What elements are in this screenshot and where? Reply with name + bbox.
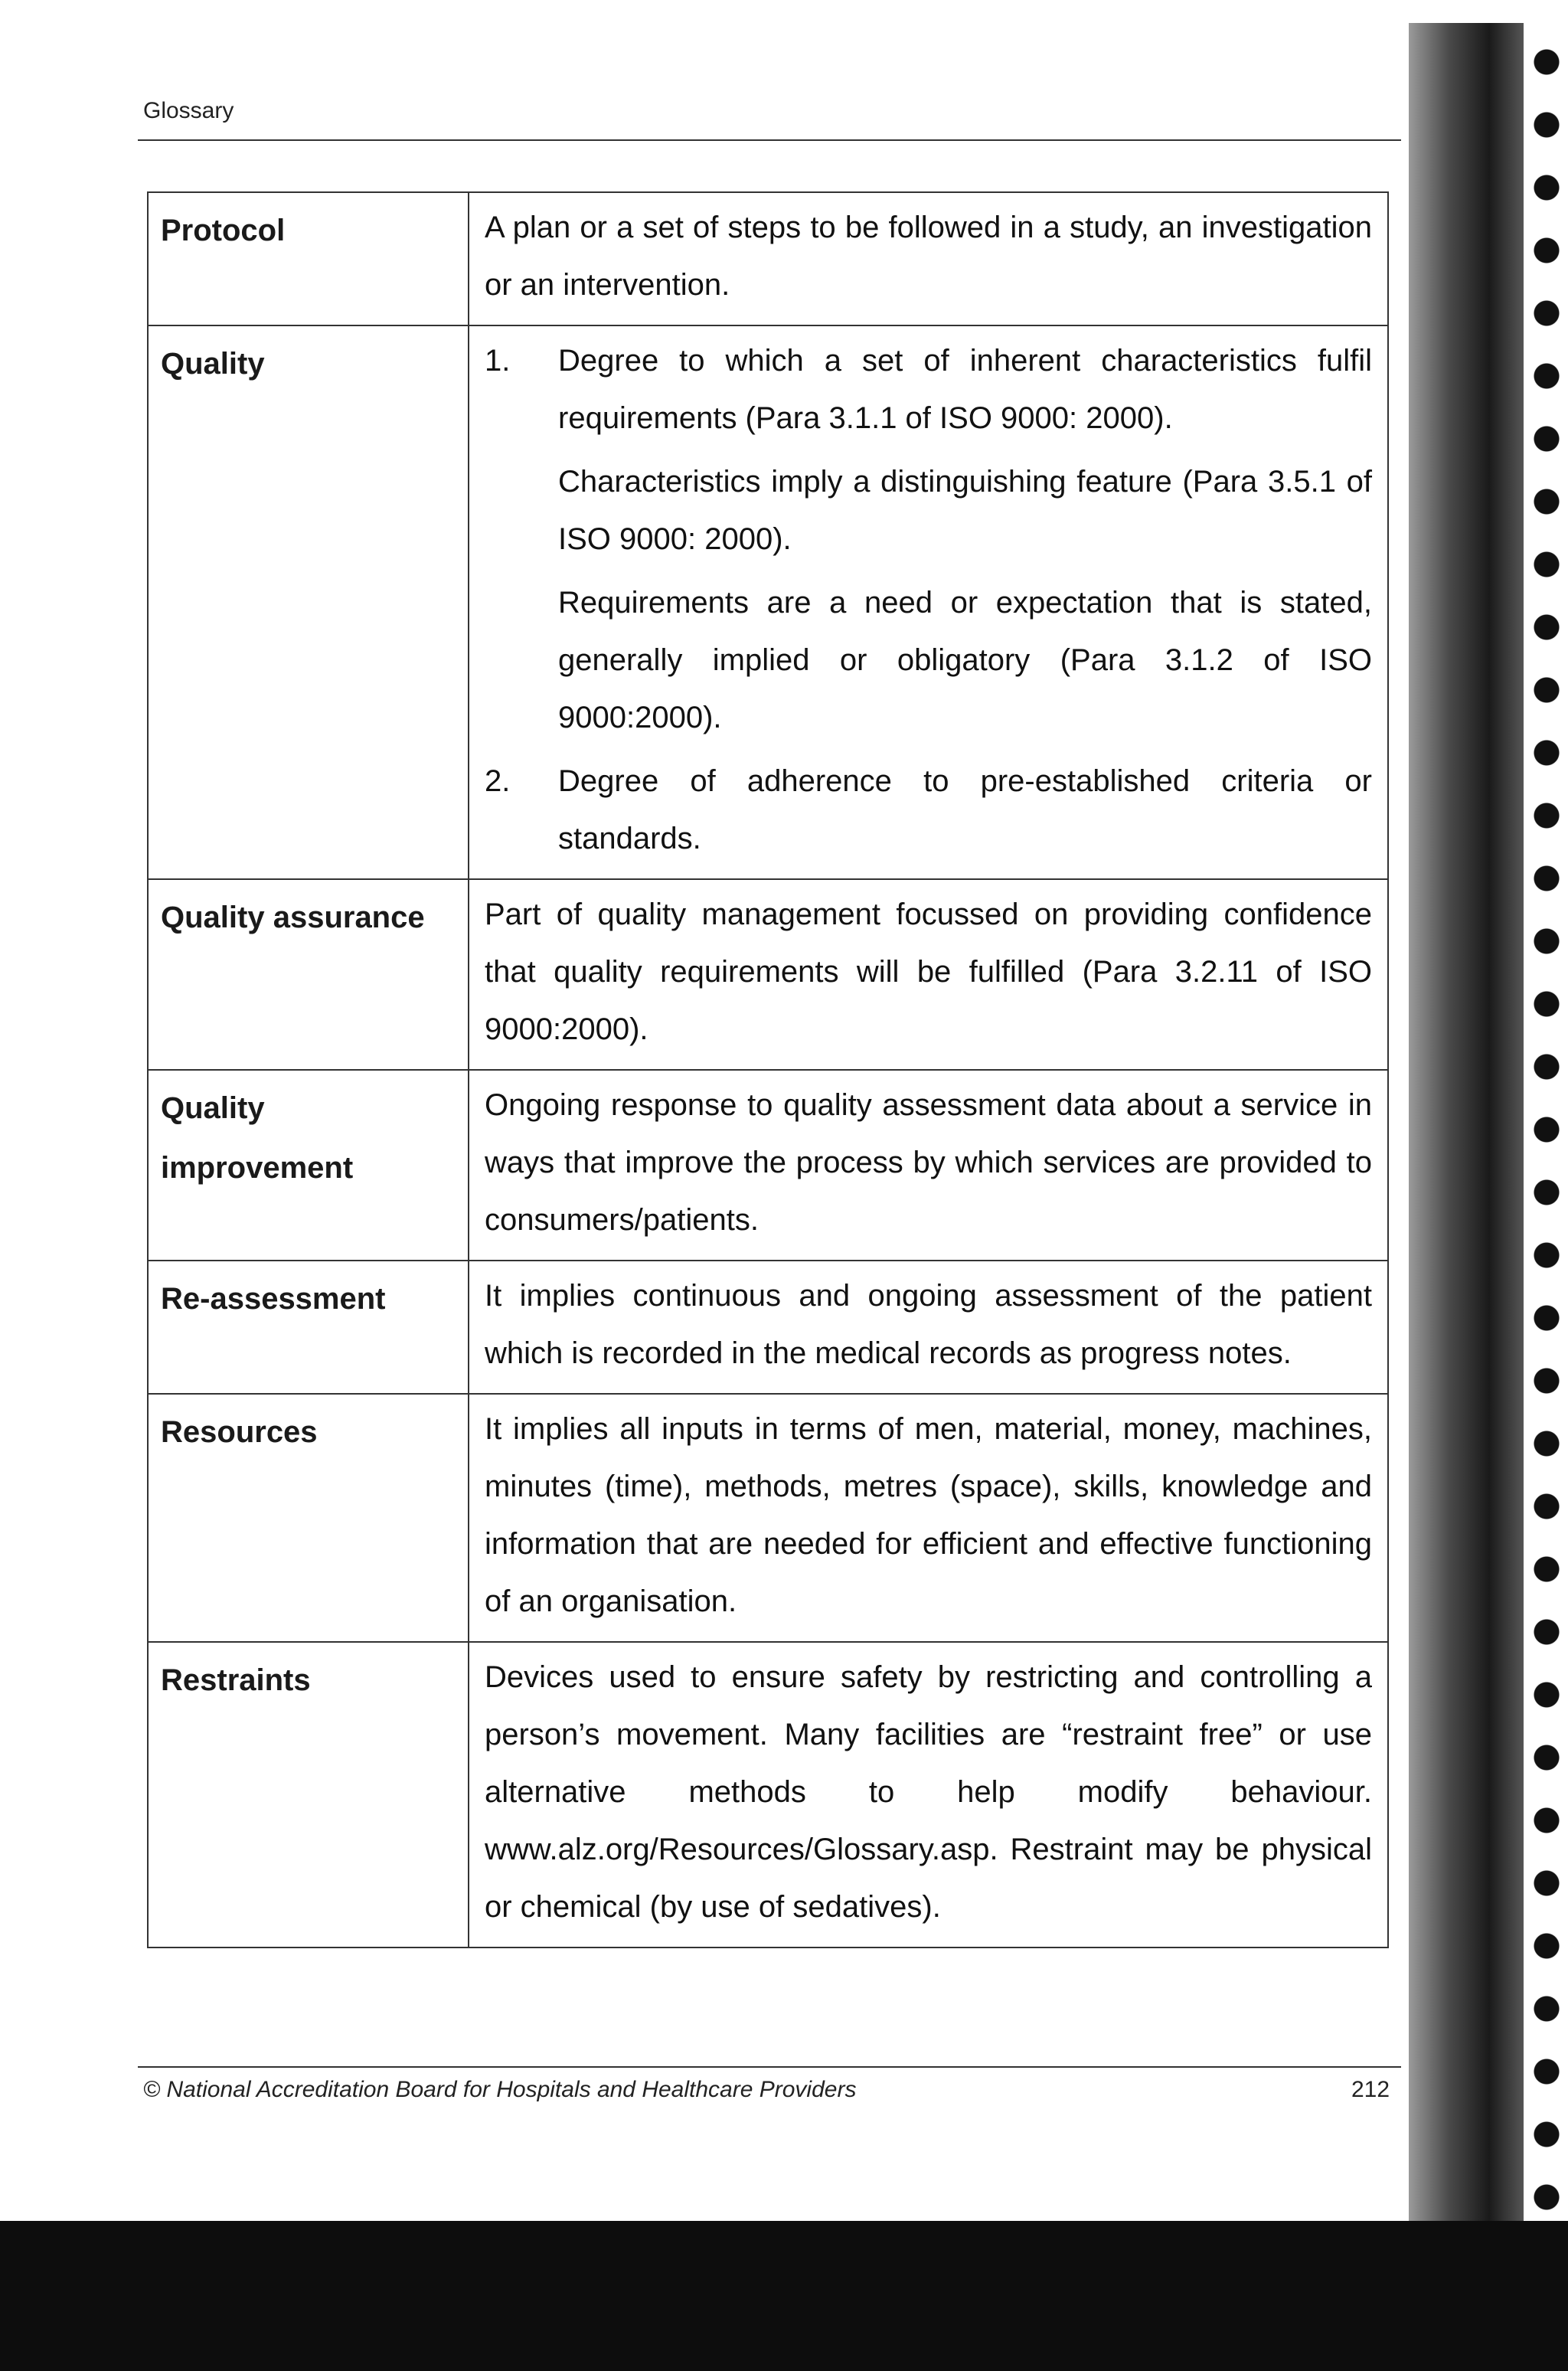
table-row — [148, 1070, 1388, 1261]
binder-ring-holes — [1531, 31, 1562, 2221]
glossary-definition: Ongoing response to quality assessment data about a service in ways that improve the process by which services are provided to consumers/patients. — [469, 1070, 1388, 1261]
table-row — [148, 1642, 1388, 1947]
definition-item-text: Degree of adherence to pre-established criteria or standards. — [558, 764, 1372, 855]
definition-item — [485, 332, 1372, 747]
glossary-definition: Part of quality management focussed on providing confidence that quality requirements will be fulfilled (Para 3.2.11 of ISO 9000:2000). — [469, 879, 1388, 1070]
glossary-definition: A plan or a set of steps to be followed in a study, an investigation or an intervention. — [469, 192, 1388, 325]
table-row — [148, 1394, 1388, 1642]
table-row — [148, 879, 1388, 1070]
definition-subtext: Requirements are a need or expectation that is stated, generally implied or obligatory (Para 3.1.2 of ISO 9000:2000). — [558, 586, 1372, 734]
definition-subtext: Characteristics imply a distinguishing feature (Para 3.5.1 of ISO 9000: 2000). — [558, 465, 1372, 556]
glossary-term: Quality — [148, 325, 469, 879]
footer-rule — [138, 2066, 1401, 2068]
glossary-definition: It implies all inputs in terms of men, material, money, machines, minutes (time), methods, metres (space), skills, knowledge and information that are needed for efficient and effective functioning of an organisation. — [469, 1394, 1388, 1642]
glossary-table — [147, 191, 1389, 1948]
glossary-term: Resources — [148, 1394, 469, 1642]
glossary-term: Quality assurance — [148, 879, 469, 1070]
header-rule — [138, 139, 1401, 141]
glossary-term: Re-assessment — [148, 1261, 469, 1394]
footer-copyright: © National Accreditation Board for Hospitals and Healthcare Providers — [143, 2077, 857, 2102]
definition-item-body — [558, 332, 1372, 747]
scan-dark-band — [0, 2221, 1568, 2371]
table-row — [148, 325, 1388, 879]
page-header-title: Glossary — [143, 98, 234, 123]
glossary-definition-list — [469, 325, 1388, 879]
scan-binding-edge — [1409, 23, 1524, 2229]
definition-item-text: Degree to which a set of inherent characteristics fulfil requirements (Para 3.1.1 of ISO 9000: 2000). — [558, 344, 1372, 435]
table-row — [148, 192, 1388, 325]
glossary-term: Protocol — [148, 192, 469, 325]
glossary-term: Quality improvement — [148, 1070, 469, 1261]
definition-item-number: 1. — [485, 344, 511, 378]
glossary-definition: It implies continuous and ongoing assessment of the patient which is recorded in the medical records as progress notes. — [469, 1261, 1388, 1394]
page-number: 212 — [1351, 2077, 1390, 2102]
definition-item — [485, 753, 1372, 868]
glossary-term: Restraints — [148, 1642, 469, 1947]
glossary-definition: Devices used to ensure safety by restricting and controlling a person’s movement. Many facilities are “restraint free” or use alternative methods to help modify behaviour. www.alz.org/Resources/Glossary.asp. Restraint may be physical or chemical (by use of sedatives). — [469, 1642, 1388, 1947]
definition-item-number: 2. — [485, 764, 511, 798]
table-row — [148, 1261, 1388, 1394]
